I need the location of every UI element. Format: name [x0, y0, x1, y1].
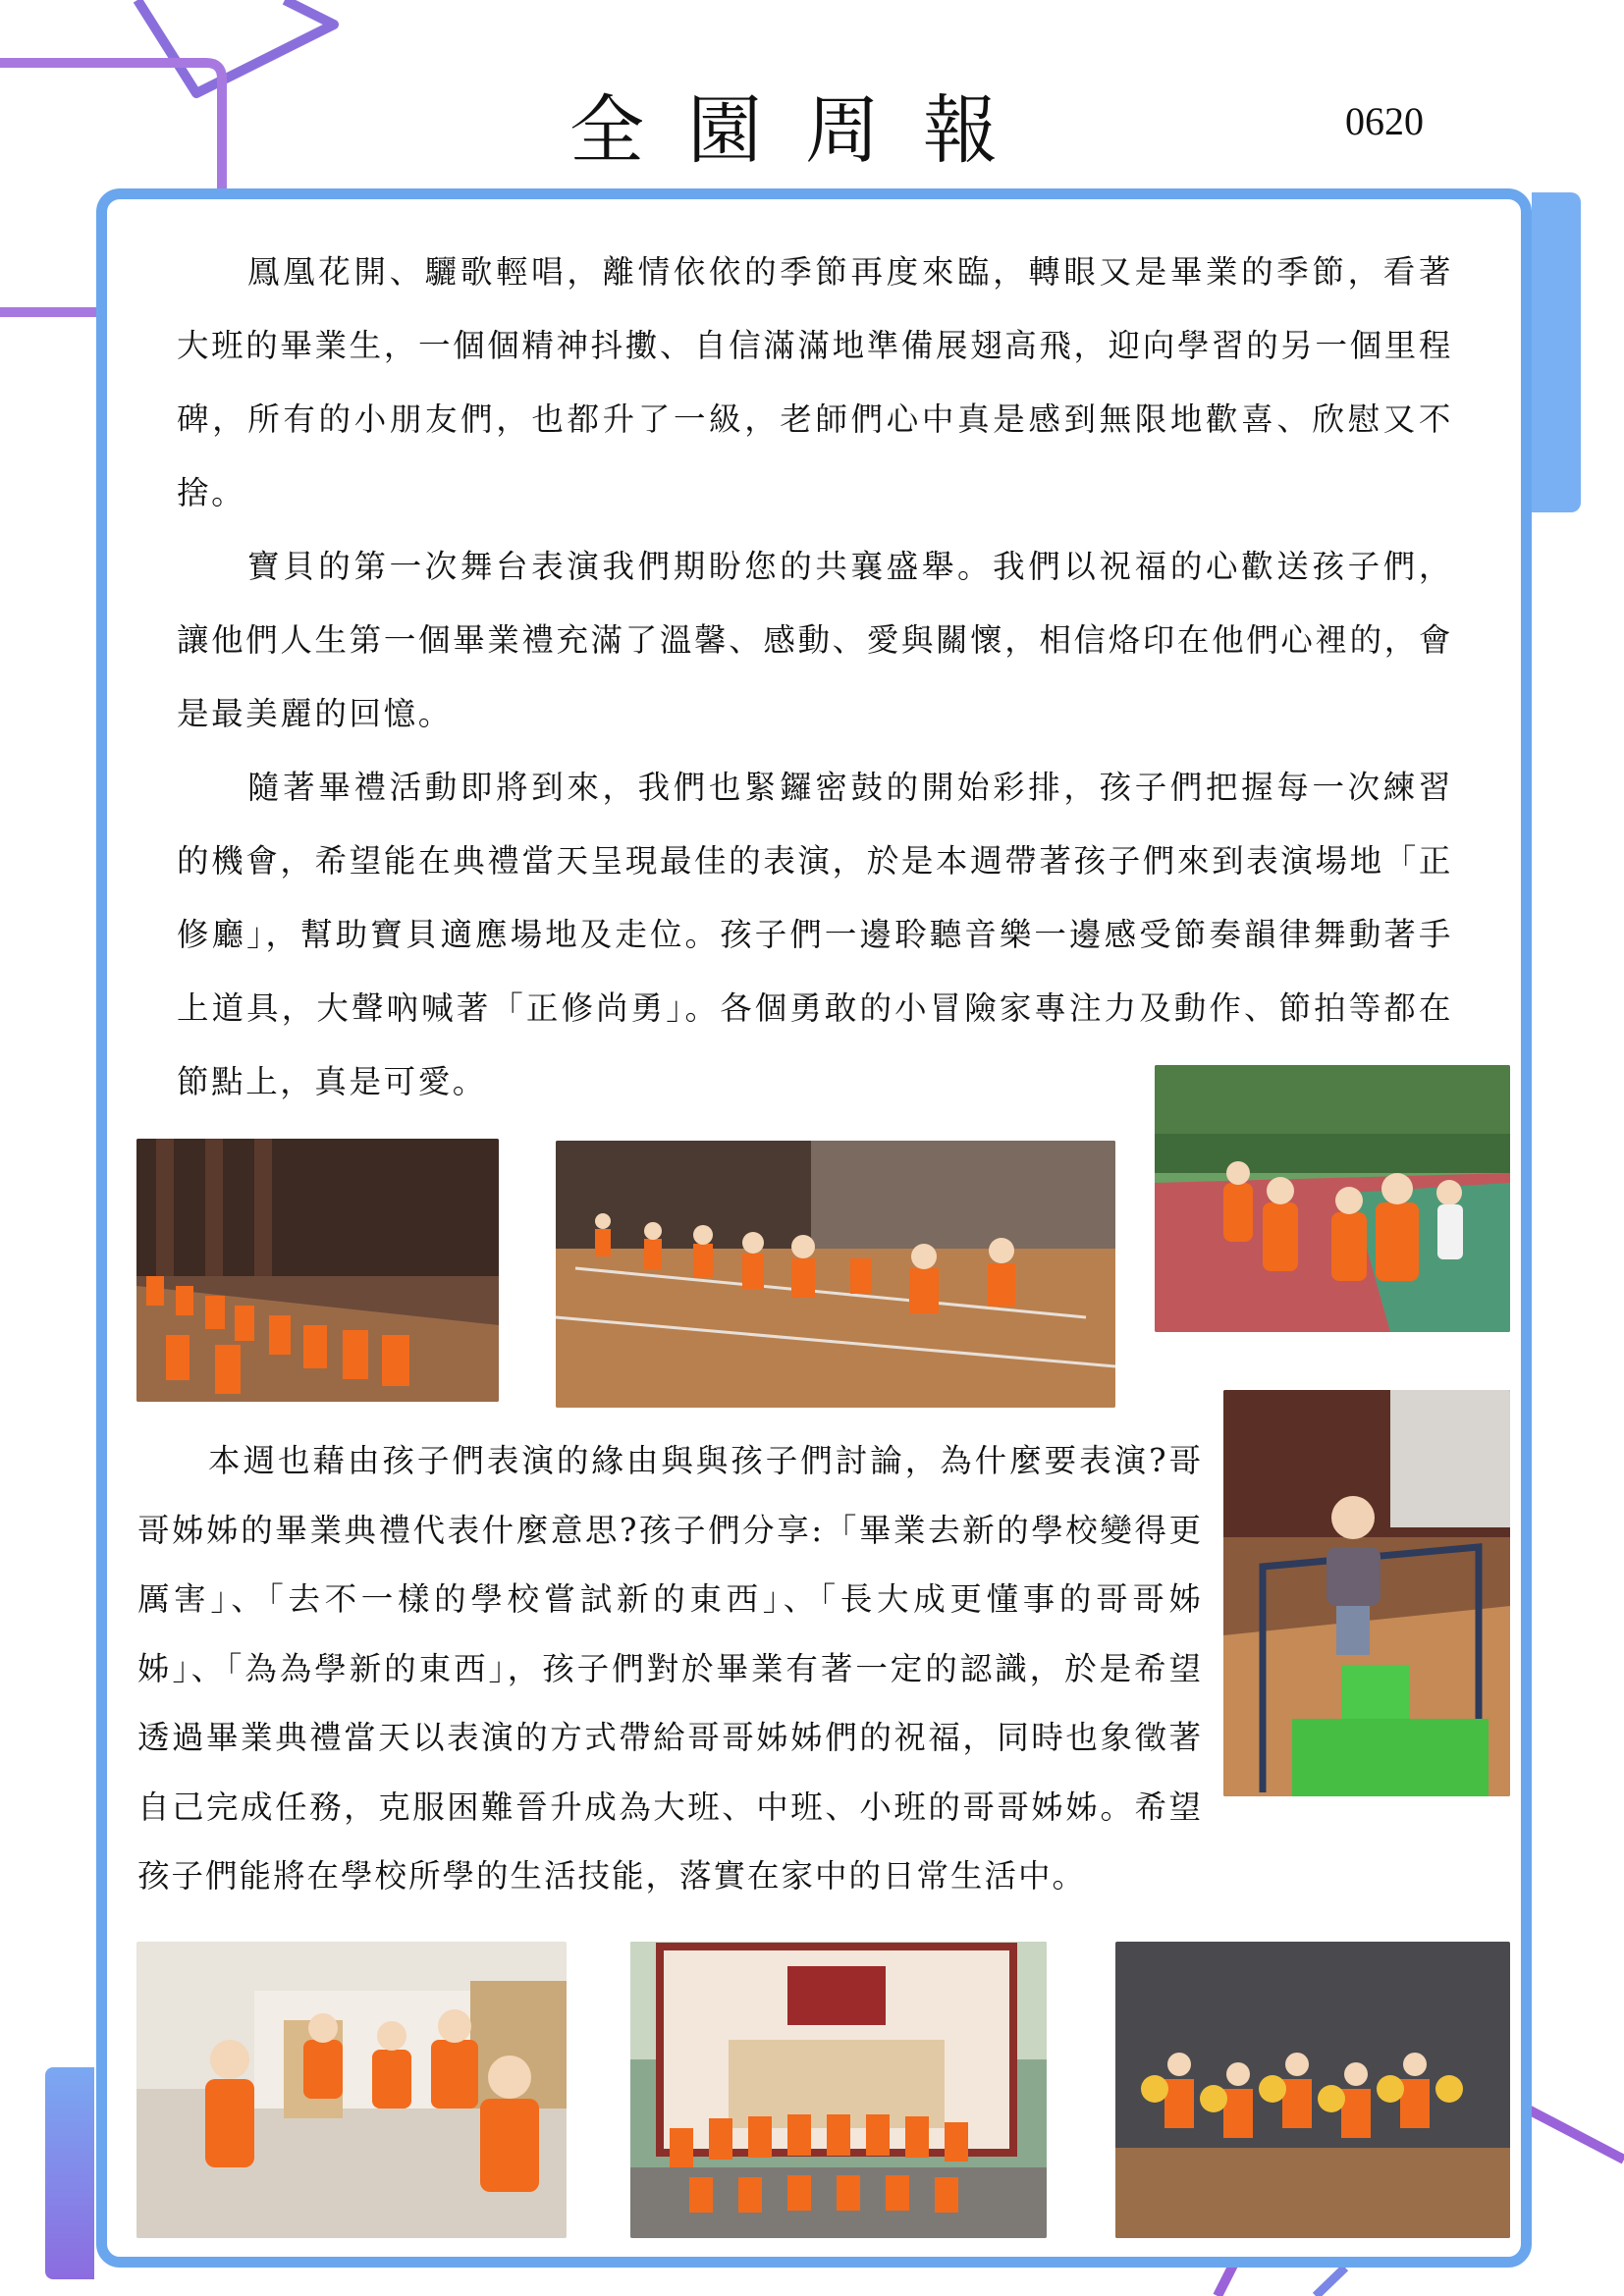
photo-outdoor-court: [1155, 1065, 1510, 1332]
paragraph-4: 本週也藉由孩子們表演的緣由與與孩子們討論，為什麼要表演?哥哥姊姊的畢業典禮代表什麼意思?孩子們分享:「畢業去新的學校變得更厲害」、「去不一樣的學校嘗試新的東西」、「長大成更懂事的哥哥姊姊」、「為為學新的東西」，孩子們對於畢業有著一定的認識，於是希望透過畢業典禮當天以表演的方式帶給哥哥姊姊們的祝福，同時也象徵著自己完成任務，克服困難晉升成為大班、中班、小班的哥哥姊姊。希望孩子們能將在學校所學的生活技能，落實在家中的日常生活中。: [137, 1442, 1203, 1895]
frame-tab-left: [45, 2067, 94, 2279]
photo-hall-dance: [556, 1141, 1115, 1408]
newsletter-title: 全園周報: [569, 86, 1041, 174]
photo-hall-rows: [136, 1139, 499, 1402]
photo-group-backdrop: [630, 1942, 1047, 2238]
frame-tab-right: [1532, 192, 1581, 512]
photo-stage-balls: [1115, 1942, 1510, 2238]
paragraph-1: 鳳凰花開、驪歌輕唱，離情依依的季節再度來臨，轉眼又是畢業的季節，看著大班的畢業生，一個個精神抖擻、自信滿滿地準備展翅高飛，迎向學習的另一個里程碑，所有的小朋友們，也都升了一級，老師們心中真是感到無限地歡喜、欣慰又不捨。: [177, 253, 1453, 511]
paragraph-3: 隨著畢禮活動即將到來，我們也緊鑼密鼓的開始彩排，孩子們把握每一次練習的機會，希望能在典禮當天呈現最佳的表演，於是本週帶著孩子們來到表演場地「正修廳」，幫助寶貝適應場地及走位。孩子們一邊聆聽音樂一邊感受節奏韻律舞動著手上道具，大聲吶喊著「正修尚勇」。各個勇敢的小冒險家專注力及動作、節拍等都在節點上，真是可愛。: [177, 769, 1453, 1100]
photo-balance-beam: [1223, 1390, 1510, 1796]
photo-classroom: [136, 1942, 567, 2238]
issue-number: 0620: [1345, 99, 1424, 143]
paragraph-2: 寶貝的第一次舞台表演我們期盼您的共襄盛舉。我們以祝福的心歡送孩子們，讓他們人生第一個畢業禮充滿了溫馨、感動、愛與關懷，相信烙印在他們心裡的，會是最美麗的回憶。: [177, 548, 1453, 732]
